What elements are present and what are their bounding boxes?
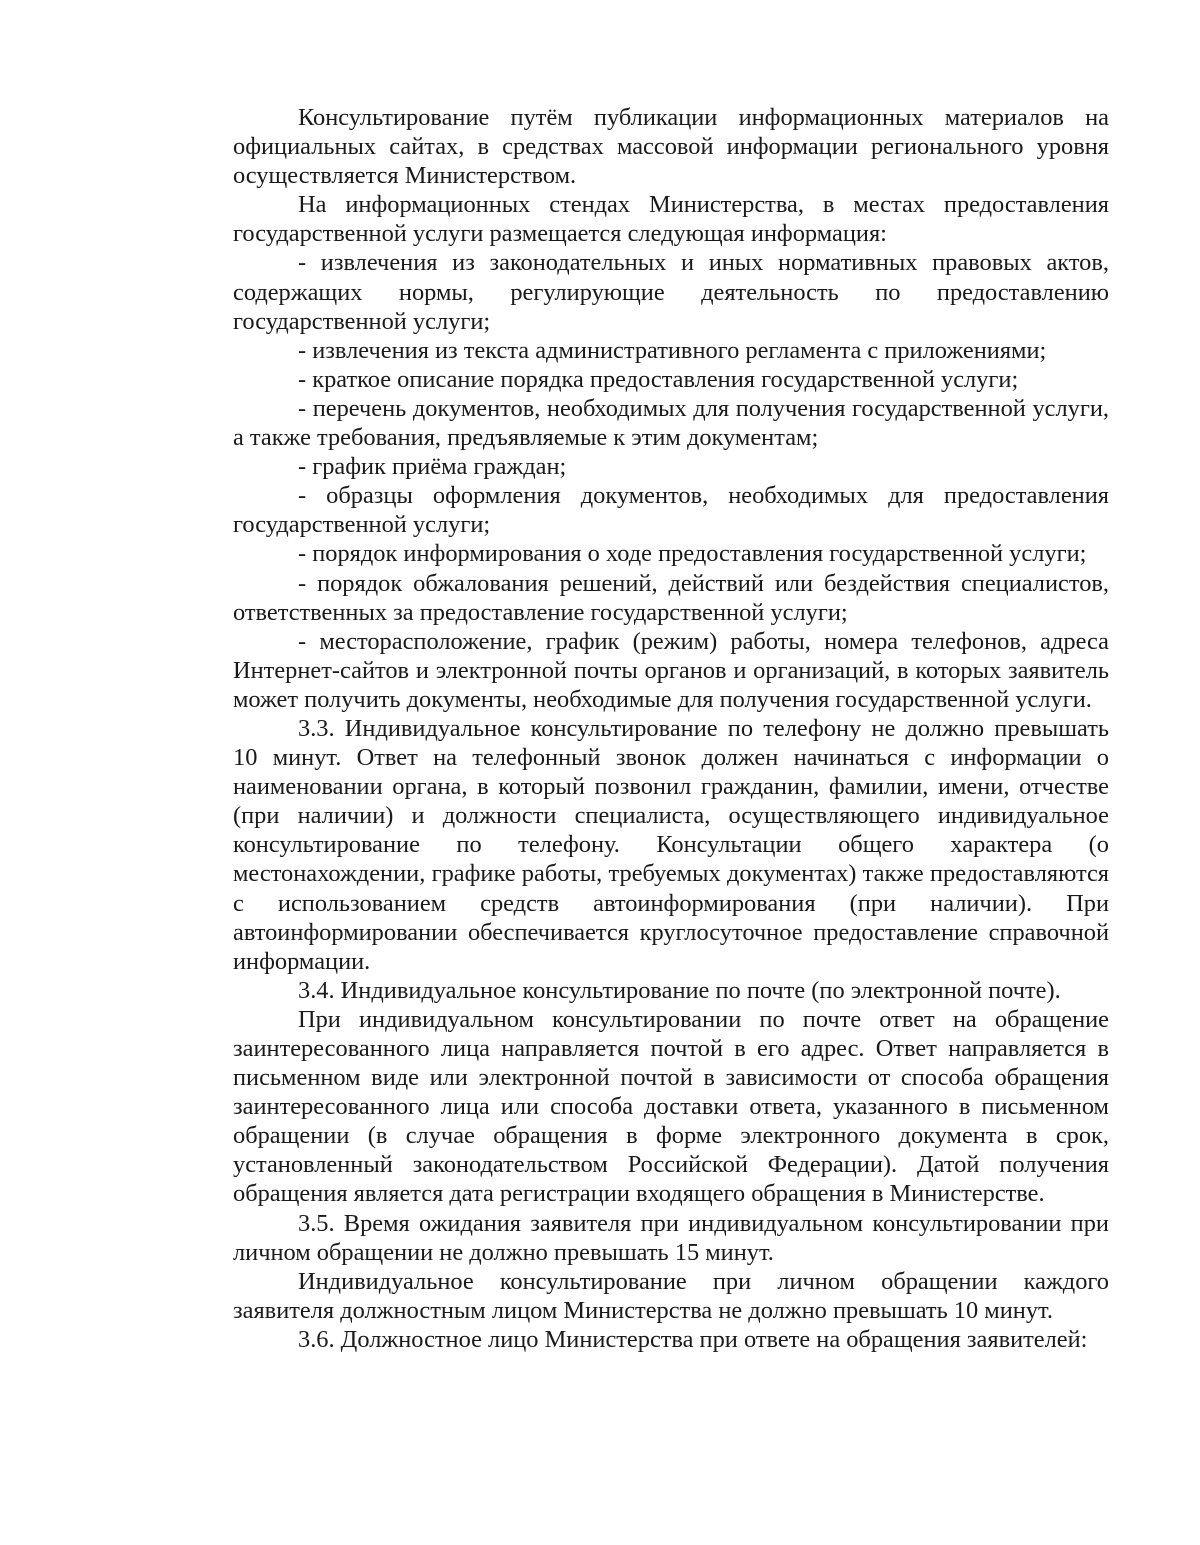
paragraph-3-4-mail-consulting: 3.4. Индивидуальное консультирование по почте (по электронной почте). bbox=[298, 976, 1061, 1004]
list-item-regulation-extracts: - извлечения из текста административного регламента с приложениями; bbox=[298, 336, 1047, 364]
list-item-document-samples: - образцы оформления документов, необходимых для предоставления государственной услуги; bbox=[233, 482, 1109, 539]
paragraph-3-5-waiting-time: 3.5. Время ожидания заявителя при индивидуальном консультировании при личном обращении не должно превышать 15 минут. bbox=[233, 1209, 1109, 1266]
document-page bbox=[233, 103, 1109, 1354]
list-item-appeal-procedure: - порядок обжалования решений, действий или бездействия специалистов, ответственных за предоставление государственной услуги; bbox=[233, 569, 1109, 626]
list-item-document-list: - перечень документов, необходимых для получения государственной услуги, а также требования, предъявляемые к этим документам; bbox=[233, 394, 1109, 452]
list-item-location-contacts: - месторасположение, график (режим) работы, номера телефонов, адреса Интернет-сайтов и электронной почты органов и организаций, в которых заявитель может получить документы, необходимые для получения государственной услуги. bbox=[233, 627, 1109, 713]
list-item-reception-schedule: - график приёма граждан; bbox=[298, 453, 567, 481]
list-item-legal-extracts: - извлечения из законодательных и иных нормативных правовых актов, содержащих нормы, регулирующие деятельность по предоставлению государственной услуги; bbox=[233, 249, 1109, 335]
paragraph-3-3-phone-consulting: 3.3. Индивидуальное консультирование по телефону не должно превышать 10 минут. Ответ на телефонный звонок должен начинаться с информации о наименовании органа, в который позвонил гражданин, фамилии, имени, отчестве (при наличии) и должности специалиста, осуществляющего индивидуальное консультирование по телефону. Консультации общего характера (о местонахождении, графике работы, требуемых документах) также предоставляются с использованием средств автоинформирования (при наличии). При автоинформировании обеспечивается круглосуточное предоставление справочной информации. bbox=[233, 714, 1109, 975]
paragraph-publication-consulting: Консультирование путём публикации информационных материалов на официальных сайтах, в средствах массовой информации регионального уровня осуществляется Министерством. bbox=[233, 104, 1109, 190]
paragraph-personal-consulting: Индивидуальное консультирование при личном обращении каждого заявителя должностным лицом Министерства не должно превышать 10 минут. bbox=[233, 1267, 1109, 1324]
paragraph-info-stands: На информационных стендах Министерства, в местах предоставления государственной услуги размещается следующая информация: bbox=[233, 191, 1109, 248]
list-item-procedure-description: - краткое описание порядка предоставления государственной услуги; bbox=[298, 365, 1019, 393]
paragraph-mail-response: При индивидуальном консультировании по почте ответ на обращение заинтересованного лица направляется почтой в его адрес. Ответ направляется в письменном виде или электронной почтой в зависимости от способа обращения заинтересованного лица или способа доставки ответа, указанного в письменном обращении (в случае обращения в форме электронного документа в срок, установленный законодательством Российской Федерации). Датой получения обращения является дата регистрации входящего обращения в Министерстве. bbox=[233, 1005, 1109, 1208]
list-item-informing-procedure: - порядок информирования о ходе предоставления государственной услуги; bbox=[298, 540, 1087, 568]
paragraph-3-6-official-response: 3.6. Должностное лицо Министерства при ответе на обращения заявителей: bbox=[298, 1325, 1088, 1353]
